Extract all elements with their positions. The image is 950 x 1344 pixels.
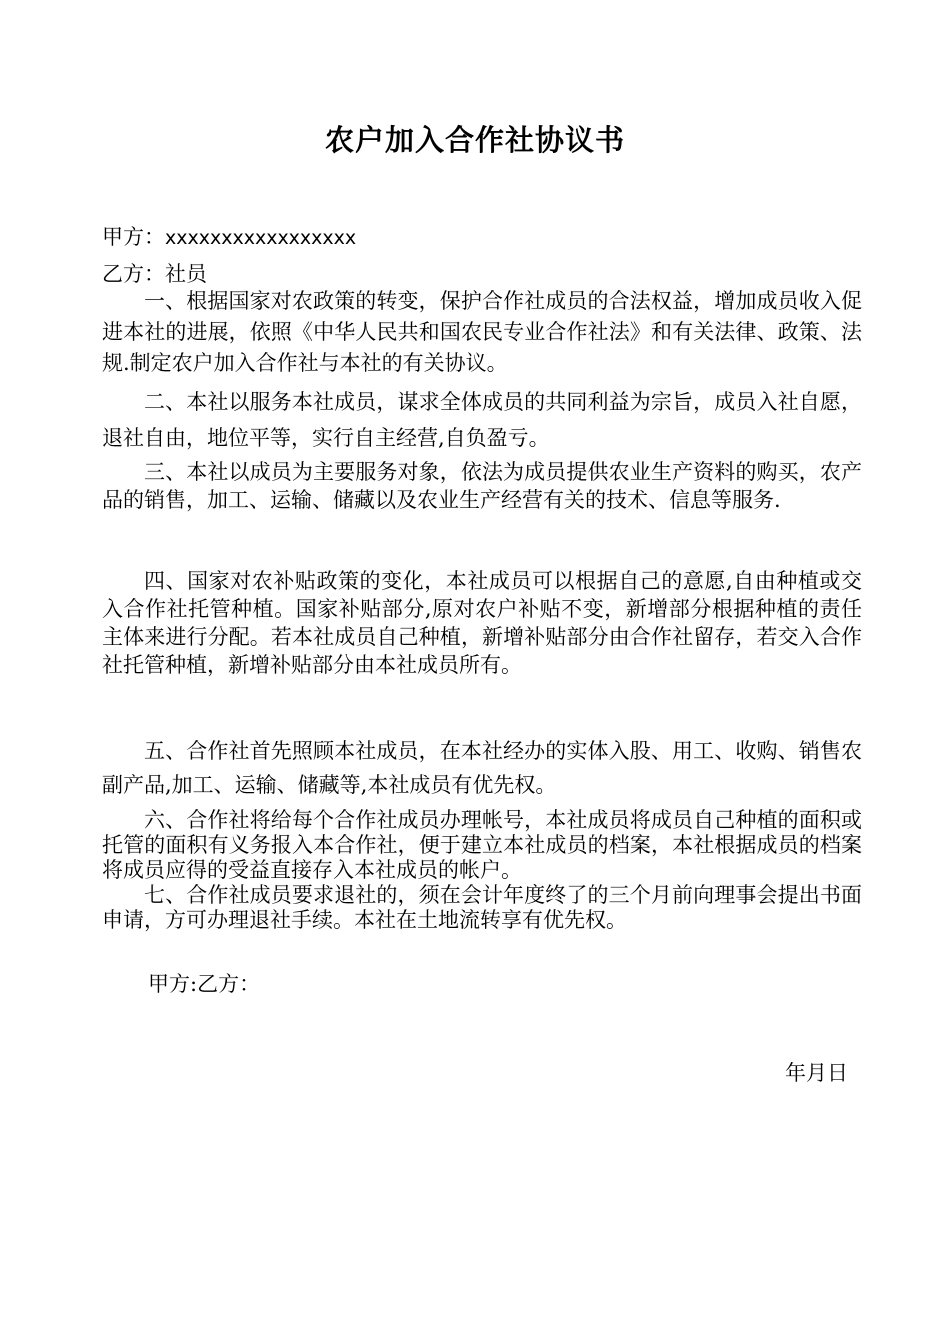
party-a-name: xxxxxxxxxxxxxxxxx (165, 227, 357, 249)
clause-1-text: 一、根据国家对农政策的转变，保护合作社成员的合法权益，增加成员收入促进本社的进展，依照《中华人民共和国农民专业合作社法》和有关法律、政策、法规.制定农户加入合作社与本社的有关协议。 (102, 289, 862, 375)
clause-2-text: 二、本社以服务本社成员，谋求全体成员的共同利益为宗旨，成员入社自愿，退社自由，地位平等，实行自主经营,自负盈亏。 (102, 390, 862, 450)
clause-2 (102, 384, 862, 456)
party-a-label: 甲方： (102, 225, 165, 249)
clause-7-text: 七、合作社成员要求退社的，须在会计年度终了的三个月前向理事会提出书面申请，方可办理退社手续。本社在土地流转享有优先权。 (102, 883, 862, 932)
clause-5-text: 五、合作社首先照顾本社成员，在本社经办的实体入股、用工、收购、销售农副产品,加工、运输、储藏等,本社成员有优先权。 (102, 739, 862, 797)
document-title: 农户加入合作社协议书 (324, 123, 625, 157)
clause-3 (102, 458, 862, 514)
date-line: 年月日 (785, 1061, 848, 1085)
party-a-line (102, 224, 356, 251)
clause-1 (102, 286, 862, 379)
clause-6 (102, 808, 862, 883)
signature-line: 甲方:乙方： (148, 972, 261, 996)
clause-6-text: 六、合作社将给每个合作社成员办理帐号，本社成员将成员自己种植的面积或托管的面积有义务报入本合作社，便于建立本社成员的档案，本社根据成员的档案将成员应得的受益直接存入本社成员的帐户。 (102, 808, 862, 882)
clause-3-text: 三、本社以成员为主要服务对象，依法为成员提供农业生产资料的购买，农产品的销售，加工、运输、储藏以及农业生产经营有关的技术、信息等服务. (102, 460, 862, 512)
party-b-line: 乙方：社员 (102, 262, 207, 286)
clause-4-text: 四、国家对农补贴政策的变化，本社成员可以根据自己的意愿,自由种植或交入合作社托管种植。国家补贴部分,原对农户补贴不变，新增部分根据种植的责任主体来进行分配。若本社成员自己种植，新增补贴部分由合作社留存，若交入合作社托管种植，新增补贴部分由本社成员所有。 (102, 569, 862, 677)
clause-4 (102, 567, 862, 679)
clause-5 (102, 734, 862, 802)
clause-7 (102, 883, 862, 933)
